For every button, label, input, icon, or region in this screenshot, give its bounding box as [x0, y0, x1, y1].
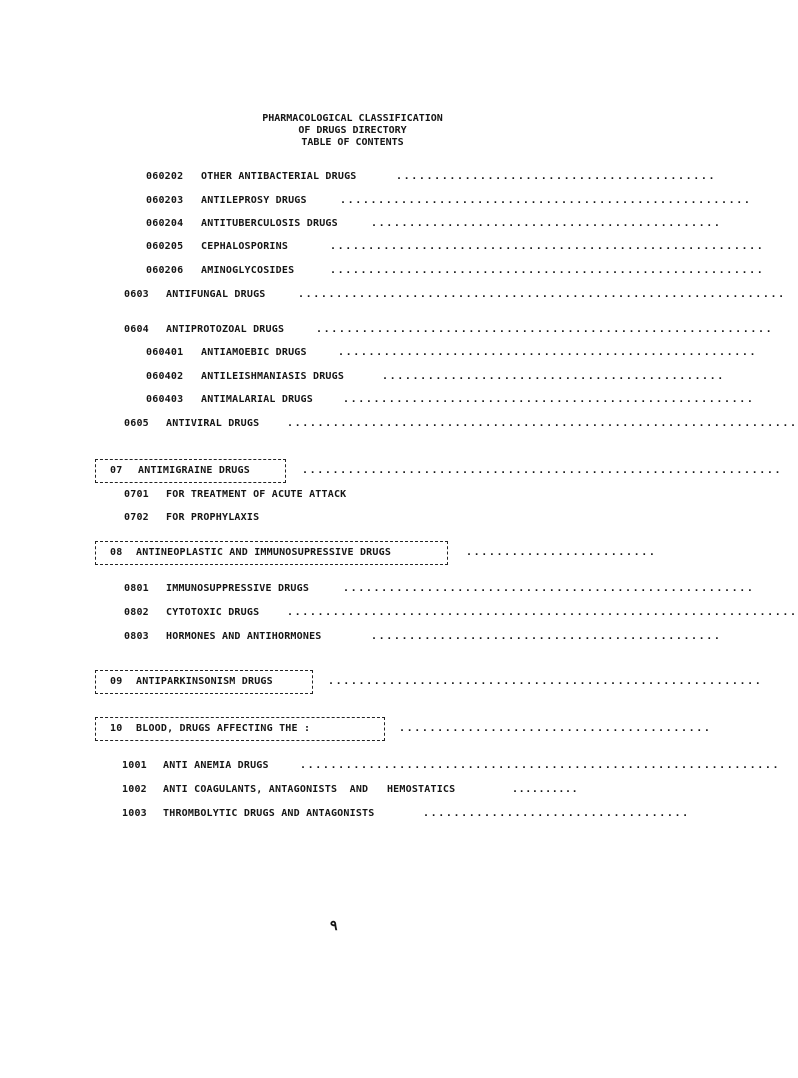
toc-code: 1001: [122, 760, 147, 771]
section-code: 09: [110, 676, 123, 687]
dot-leader: ......................................................: [343, 583, 755, 594]
page-number: ٩: [330, 918, 338, 934]
section-title: BLOOD, DRUGS AFFECTING THE :: [136, 723, 311, 734]
toc-code: 060206: [146, 265, 184, 276]
toc-code: 0604: [124, 324, 149, 335]
dot-leader: .........................................: [399, 723, 712, 734]
toc-label: OTHER ANTIBACTERIAL DRUGS: [201, 171, 357, 182]
section-code: 08: [110, 547, 123, 558]
toc-code: 0702: [124, 512, 149, 523]
section-title: ANTINEOPLASTIC AND IMMUNOSUPRESSIVE DRUGS: [136, 547, 392, 558]
dot-leader: ......................................................: [340, 195, 752, 206]
dot-leader: ............................................................: [316, 324, 774, 335]
toc-label: FOR TREATMENT OF ACUTE ATTACK: [166, 489, 347, 500]
toc-label: THROMBOLYTIC DRUGS AND ANTAGONISTS: [163, 808, 375, 819]
doc-title-line-3: TABLE OF CONTENTS: [301, 137, 404, 148]
toc-code: 060204: [146, 218, 184, 229]
dot-leader: ...................................: [423, 808, 690, 819]
toc-label: CYTOTOXIC DRUGS: [166, 607, 260, 618]
toc-label: ANTIVIRAL DRUGS: [166, 418, 260, 429]
toc-code: 1003: [122, 808, 147, 819]
toc-label: ANTIPROTOZOAL DRUGS: [166, 324, 285, 335]
toc-label: ANTILEISHMANIASIS DRUGS: [201, 371, 345, 382]
toc-label: ANTITUBERCULOSIS DRUGS: [201, 218, 338, 229]
section-code: 07: [110, 465, 123, 476]
toc-label: ANTILEPROSY DRUGS: [201, 195, 307, 206]
toc-code: 0802: [124, 607, 149, 618]
dot-leader: .......................................................: [338, 347, 758, 358]
dot-leader: ...................................................................: [287, 418, 798, 429]
toc-label: ANTIMALARIAL DRUGS: [201, 394, 313, 405]
toc-code: 060205: [146, 241, 184, 252]
dot-leader: .........................: [466, 547, 657, 558]
toc-label: FOR PROPHYLAXIS: [166, 512, 260, 523]
toc-code: 0803: [124, 631, 149, 642]
dot-leader: ................................................................: [298, 289, 786, 300]
toc-label: ANTIAMOEBIC DRUGS: [201, 347, 307, 358]
toc-label: ANTI COAGULANTS, ANTAGONISTS AND HEMOSTATICS: [163, 784, 456, 795]
dot-leader: .............................................: [382, 371, 725, 382]
toc-code: 0701: [124, 489, 149, 500]
doc-title-line-2: OF DRUGS DIRECTORY: [298, 125, 407, 136]
toc-label: HORMONES AND ANTIHORMONES: [166, 631, 322, 642]
toc-label: IMMUNOSUPPRESSIVE DRUGS: [166, 583, 310, 594]
dot-leader: ......................................................: [343, 394, 755, 405]
toc-code: 060203: [146, 195, 184, 206]
toc-code: 060202: [146, 171, 184, 182]
dot-leader: ..............................................: [371, 218, 722, 229]
dot-leader: ...............................................................: [302, 465, 783, 476]
toc-label: CEPHALOSPORINS: [201, 241, 289, 252]
dot-leader: ..........................................: [396, 171, 717, 182]
doc-title-line-1: PHARMACOLOGICAL CLASSIFICATION: [262, 113, 443, 124]
section-title: ANTIPARKINSONISM DRUGS: [136, 676, 273, 687]
section-code: 10: [110, 723, 123, 734]
toc-code: 0801: [124, 583, 149, 594]
toc-code: 0605: [124, 418, 149, 429]
dot-leader: .........................................................: [330, 241, 765, 252]
dot-leader: .........................................................: [328, 676, 763, 687]
toc-label: AMINOGLYCOSIDES: [201, 265, 295, 276]
toc-code: 060402: [146, 371, 184, 382]
toc-label: ANTIFUNGAL DRUGS: [166, 289, 266, 300]
toc-code: 060401: [146, 347, 184, 358]
dot-leader: ..........: [512, 784, 579, 795]
toc-code: 1002: [122, 784, 147, 795]
section-title: ANTIMIGRAINE DRUGS: [138, 465, 250, 476]
dot-leader: .........................................................: [330, 265, 765, 276]
toc-label: ANTI ANEMIA DRUGS: [163, 760, 269, 771]
toc-code: 060403: [146, 394, 184, 405]
dot-leader: ...............................................................: [300, 760, 781, 771]
toc-code: 0603: [124, 289, 149, 300]
dot-leader: ..............................................: [371, 631, 722, 642]
dot-leader: ...................................................................: [287, 607, 798, 618]
